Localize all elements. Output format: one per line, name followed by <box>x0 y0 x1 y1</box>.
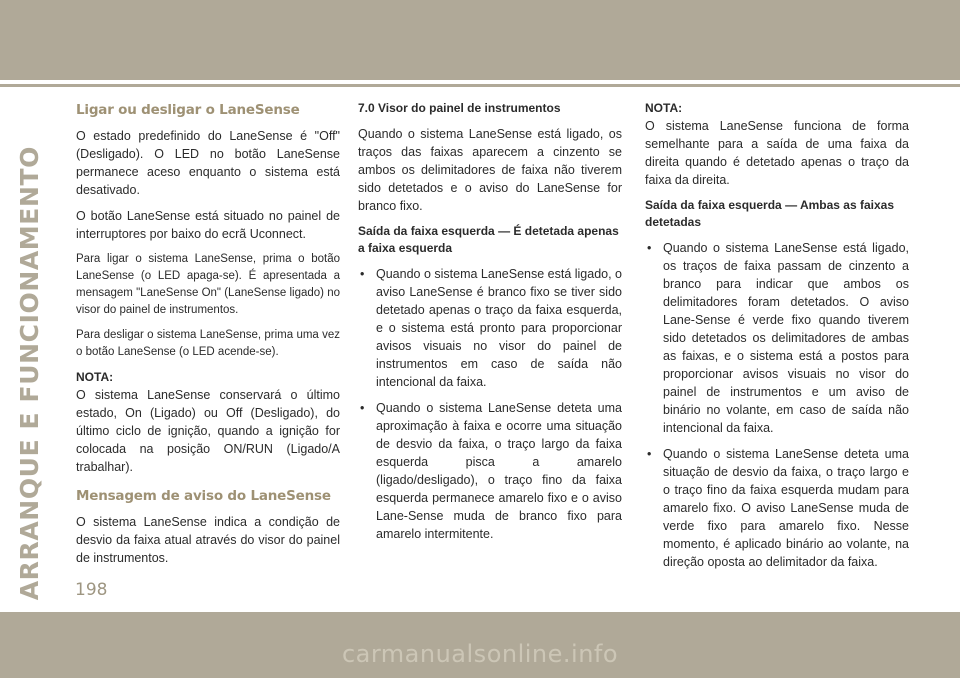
note-text: O sistema LaneSense funciona de forma semelhante para a saída de uma faixa da direita quando é detetado apenas o traço da faixa da direita. <box>645 119 909 187</box>
subheading-faixa-esquerda: Saída da faixa esquerda — É detetada apenas a faixa esquerda <box>358 224 619 255</box>
bullet-icon: • <box>360 267 365 281</box>
column-2 <box>358 100 622 551</box>
bullet-icon: • <box>647 241 652 255</box>
section-title: ARRANQUE E FUNCIONAMENTO <box>14 145 44 600</box>
paragraph: O sistema LaneSense indica a condição de desvio da faixa atual através do visor do painel de instrumentos. <box>76 515 340 565</box>
heading-visor-painel: 7.0 Visor do painel de instrumentos <box>358 101 561 115</box>
paragraph: O botão LaneSense está situado no painel de interruptores por baixo do ecrã Uconnect. <box>76 209 340 241</box>
column-1 <box>76 100 340 575</box>
bullet-icon: • <box>360 401 365 415</box>
list-item <box>645 445 909 571</box>
header-band <box>0 0 960 80</box>
paragraph: O estado predefinido do LaneSense é "Off" (Desligado). O LED no botão LaneSense permanece aceso enquanto o sistema está desativado. <box>76 129 340 197</box>
list-item-text: Quando o sistema LaneSense deteta uma aproximação à faixa e ocorre uma situação de desvio da faixa, o traço largo da faixa esquerda pisca a amarelo (ligado/desligado), o traço fino da faixa esquerda permanece amarelo fixo e o aviso Lane-Sense muda de branco fixo para amarelo intermitente. <box>376 401 622 541</box>
list-item <box>358 399 622 543</box>
list-item-text: Quando o sistema LaneSense está ligado, os traços de faixa passam de cinzento a branco para indicar que ambos os delimitadores foram detetados. O aviso Lane-Sense é verde fixo quando tiverem sido detetados os delimitadores de ambas as faixas, e o sistema está a postos para proporcionar avisos visuais no visor do painel de instrumentos e um aviso de binário no volante, em caso de saída não intencional da faixa. <box>663 241 909 435</box>
column-3 <box>645 100 909 579</box>
note-text: O sistema LaneSense conservará o último estado, On (Ligado) ou Off (Desligado), do último ciclo de ignição, quando a ignição for colocada na posição ON/RUN (Ligado/A trabalhar). <box>76 388 340 474</box>
header-divider <box>0 84 960 87</box>
section-sidebar <box>11 100 47 600</box>
list-item-text: Quando o sistema LaneSense está ligado, o aviso LaneSense é branco fixo se tiver sido detetado apenas o traço da faixa esquerda, e o sistema está pronto para proporcionar avisos visuais no visor do painel de instrumentos em caso de saída não intencional da faixa. <box>376 267 623 389</box>
list-item <box>645 239 909 437</box>
paragraph: Para desligar o sistema LaneSense, prima uma vez o botão LaneSense (o LED acende-se). <box>76 329 340 358</box>
list-item-text: Quando o sistema LaneSense deteta uma situação de desvio da faixa, o traço largo e o traço fino da faixa esquerda mudam para amarelo fixo. O aviso LaneSense muda de verde fixo para amarelo fixo. Nesse momento, é aplicado binário ao volante, na direção oposta ao delimitador da faixa. <box>663 447 909 569</box>
note-title: NOTA: <box>645 101 683 115</box>
list-item <box>358 265 622 391</box>
bullet-list <box>358 265 622 543</box>
subheading-ambas-faixas: Saída da faixa esquerda — Ambas as faixas detetadas <box>645 198 895 229</box>
watermark: carmanualsonline.info <box>341 640 619 668</box>
paragraph: Para ligar o sistema LaneSense, prima o botão LaneSense (o LED apaga-se). É apresentada a mensagem "LaneSense On" (LaneSense ligado) no visor do painel de instrumentos. <box>76 253 340 316</box>
heading-mensagem-aviso: Mensagem de aviso do LaneSense <box>76 488 331 504</box>
heading-ligar-desligar: Ligar ou desligar o LaneSense <box>76 102 300 118</box>
note-title: NOTA: <box>76 370 114 384</box>
paragraph: Quando o sistema LaneSense está ligado, os traços das faixas aparecem a cinzento se ambos os delimitadores de faixa não tiverem sido detetados e o aviso do LaneSense for branco fixo. <box>358 127 622 213</box>
page-number: 198 <box>75 580 108 600</box>
bullet-icon: • <box>647 447 652 461</box>
bullet-list <box>645 239 909 571</box>
